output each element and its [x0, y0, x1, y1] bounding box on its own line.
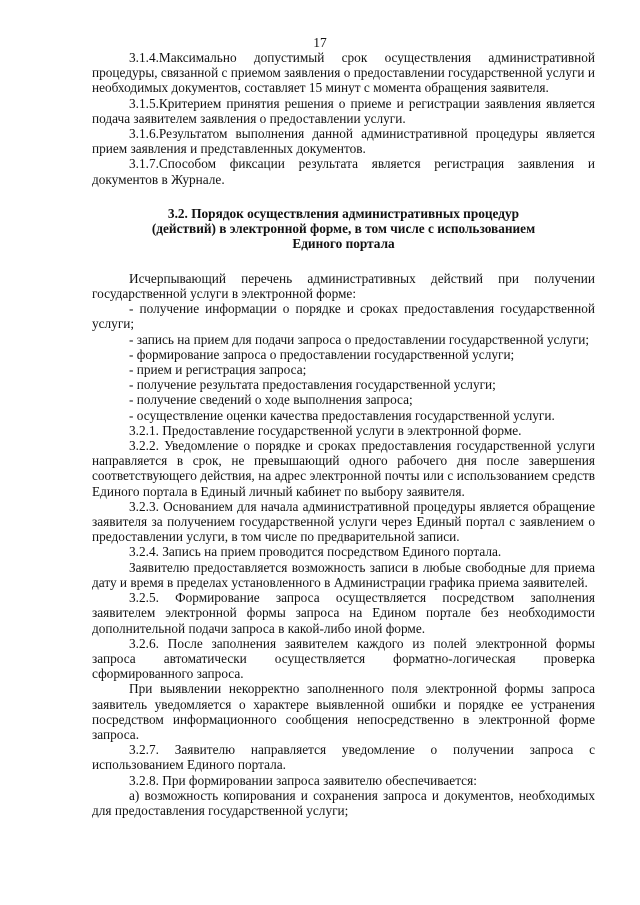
- paragraph-3-2-8: 3.2.8. При формировании запроса заявителю обеспечивается:: [129, 772, 477, 788]
- heading-line: (действий) в электронной форме, в том числе с использованием: [151, 220, 536, 236]
- paragraph-3-2-7: 3.2.7. Заявителю направляется уведомление о получении запроса с использованием Единого портала.: [92, 742, 595, 773]
- paragraph-3-2-3: 3.2.3. Основанием для начала административной процедуры является обращение заявителя за получением государственной услуги через Единый портал с заявлением о предоставлении услуги, в том числе по предварительной записи.: [92, 498, 595, 545]
- list-item: - запись на прием для подачи запроса о предоставлении государственной услуги;: [129, 331, 590, 347]
- section-heading-3-2: [92, 206, 595, 251]
- page-number: 17: [313, 35, 327, 50]
- paragraph-3-2-4: 3.2.4. Запись на прием проводится посредством Единого портала.: [129, 544, 502, 560]
- paragraph-3-2-6: 3.2.6. После заполнения заявителем каждого из полей электронной формы запроса автоматически осуществляется форматно-логическая проверка сформированного запроса.: [92, 635, 595, 682]
- paragraph-error-notice: При выявлении некорректно заполненного поля электронной формы запроса заявитель уведомляется о характере выявленной ошибки и порядке ее устранения посредством информационного сообщения непосредственно в электронной форме запроса.: [92, 681, 595, 742]
- paragraph-appointment: Заявителю предоставляется возможность записи в любые свободные для приема дату и время в пределах установленного в Администрации графика приема заявителей.: [92, 559, 595, 590]
- list-item: - получение результата предоставления государственной услуги;: [129, 377, 496, 393]
- paragraph-item-a: а) возможность копирования и сохранения запроса и документов, необходимых для предоставления государственной услуги;: [92, 787, 595, 818]
- list-item: - получение сведений о ходе выполнения запроса;: [129, 392, 413, 408]
- list-item: - прием и регистрация запроса;: [129, 362, 307, 378]
- list-item: - осуществление оценки качества предоставления государственной услуги.: [129, 407, 555, 423]
- heading-line: Единого портала: [292, 235, 395, 251]
- intro-paragraph: Исчерпывающий перечень административных действий при получении государственной услуги в электронной форме:: [92, 270, 595, 302]
- document-body: [92, 50, 595, 818]
- paragraph-3-2-5: 3.2.5. Формирование запроса осуществляется посредством заполнения заявителем электронной формы запроса на Едином портале без необходимости дополнительной подачи запроса в какой-либо иной форме.: [92, 590, 595, 636]
- heading-line: 3.2. Порядок осуществления административных процедур: [167, 205, 520, 221]
- paragraph-3-1-7: 3.1.7.Способом фиксации результата является регистрация заявления и документов в Журнале.: [92, 156, 595, 187]
- list-item: - формирование запроса о предоставлении государственной услуги;: [129, 346, 515, 362]
- paragraph-3-1-4: 3.1.4.Максимально допустимый срок осуществления административной процедуры, связанной с приемом заявления о предоставлении государственной услуги и необходимых документов, составляет 15 минут с момента обращения заявителя.: [92, 50, 595, 96]
- paragraph-3-1-6: 3.1.6.Результатом выполнения данной административной процедуры является прием заявления и представленных документов.: [92, 126, 595, 157]
- list-item: - получение информации о порядке и сроках предоставления государственной услуги;: [92, 301, 595, 332]
- paragraph-3-1-5: 3.1.5.Критерием принятия решения о приеме и регистрации заявления является подача заявителем заявления о предоставлении услуги.: [92, 95, 595, 126]
- paragraph-3-2-1: 3.2.1. Предоставление государственной услуги в электронной форме.: [129, 422, 522, 438]
- paragraph-3-2-2: 3.2.2. Уведомление о порядке и сроках предоставления государственной услуги направляется в срок, не превышающий одного рабочего дня после завершения соответствующего действия, на адрес электронной почты или с использованием средств Единого портала в Единый личный кабинет по выбору заявителя.: [92, 438, 595, 499]
